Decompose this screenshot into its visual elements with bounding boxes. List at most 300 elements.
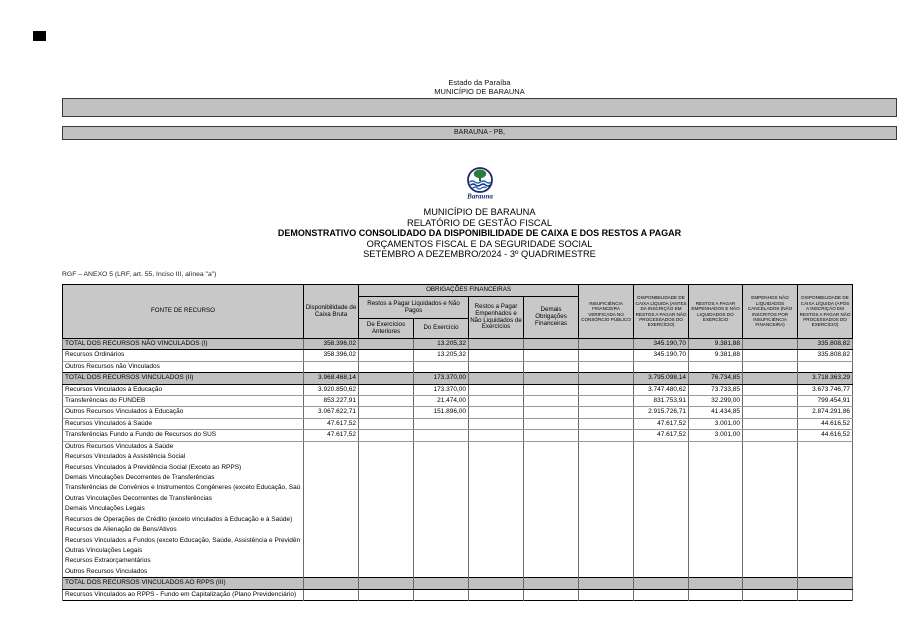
col-rp-empenhados-nao-liquidados: Restos a Pagar Empenhados e Não Liquidados de Exercícios [469,297,524,339]
value-cell [524,494,579,504]
value-cell [798,515,853,525]
row-label: Transferências Fundo a Fundo de Recursos do SUS [63,430,304,441]
value-cell [689,473,743,483]
value-cell [524,578,579,589]
value-cell [798,441,853,452]
value-cell [634,525,689,535]
value-cell: 3.920.850,62 [304,384,359,395]
value-cell [689,546,743,556]
municipality-line: MUNICÍPIO DE BARAUNA [434,87,525,96]
value-cell [743,483,798,493]
value-cell [579,483,634,493]
value-cell: 831.753,91 [634,396,689,407]
value-cell [689,494,743,504]
value-cell [414,525,469,535]
value-cell [634,463,689,473]
value-cell [743,384,798,395]
value-cell [798,567,853,578]
table-row [63,494,853,504]
total-row [63,373,853,384]
value-cell: 44.616,52 [798,418,853,429]
value-cell [304,452,359,462]
title-demonstrativo: DEMONSTRATIVO CONSOLIDADO DA DISPONIBILIDADE DE CAIXA E DOS RESTOS A PAGAR [277,228,682,239]
table-row [63,396,853,407]
value-cell [634,546,689,556]
row-label: Recursos de Operações de Crédito (exceto vinculados à Educação e à Saúde) [63,515,304,525]
value-cell [579,556,634,566]
col-fonte-recurso: FONTE DE RECURSO [63,285,304,339]
value-cell [524,536,579,546]
fiscal-table [62,284,853,601]
colgroup-obrigacoes-financeiras: OBRIGAÇÕES FINANCEIRAS [359,285,579,297]
value-cell [579,430,634,441]
value-cell [689,483,743,493]
value-cell [579,473,634,483]
value-cell [579,525,634,535]
value-cell [524,407,579,418]
value-cell [469,578,524,589]
row-label: Recursos Vinculados à Assistência Social [63,452,304,462]
value-cell: 44.616,52 [798,430,853,441]
value-cell [689,578,743,589]
value-cell [524,567,579,578]
value-cell: 799.454,91 [798,396,853,407]
title-period: SETEMBRO A DEZEMBRO/2024 - 3º QUADRIMESTRE [363,249,596,260]
value-cell [469,515,524,525]
value-cell [359,525,414,535]
value-cell [579,463,634,473]
value-cell [689,463,743,473]
state-line: Estado da Paraíba [448,78,511,87]
value-cell [743,504,798,514]
value-cell [579,578,634,589]
col-do-exercicio: Do Exercício [414,319,469,339]
value-cell: 3.067.622,71 [304,407,359,418]
row-label: Demais Vinculações Legais [63,504,304,514]
value-cell [743,350,798,361]
value-cell [579,339,634,350]
value-cell [359,396,414,407]
value-cell [743,567,798,578]
value-cell [634,452,689,462]
value-cell [743,525,798,535]
value-cell [469,589,524,600]
value-cell: 47.617,52 [304,418,359,429]
value-cell [689,361,743,372]
value-cell [469,567,524,578]
value-cell [359,452,414,462]
table-row [63,452,853,462]
value-cell [304,361,359,372]
value-cell [798,452,853,462]
value-cell [469,473,524,483]
value-cell: 2.874.291,86 [798,407,853,418]
value-cell [469,384,524,395]
value-cell [304,494,359,504]
row-label: Recursos de Alienação de Bens/Ativos [63,525,304,535]
value-cell [524,373,579,384]
value-cell [579,515,634,525]
value-cell [469,494,524,504]
value-cell [798,494,853,504]
value-cell [579,504,634,514]
row-label: Outras Vinculações Legais [63,546,304,556]
row-label: Recursos Vinculados à Previdência Social (Exceto ao RPPS) [63,463,304,473]
value-cell [359,504,414,514]
table-row [63,515,853,525]
value-cell [689,441,743,452]
row-label: Outras Vinculações Decorrentes de Transferências [63,494,304,504]
corner-mark [33,31,46,41]
table-row [63,483,853,493]
value-cell [798,556,853,566]
value-cell [743,430,798,441]
value-cell: 345.190,70 [634,350,689,361]
value-cell [469,452,524,462]
value-cell: 3.718.363,29 [798,373,853,384]
city-bar [62,126,897,140]
value-cell [798,361,853,372]
value-cell [743,589,798,600]
value-cell: 358.396,02 [304,350,359,361]
value-cell: 853.227,91 [304,396,359,407]
value-cell [304,515,359,525]
value-cell [524,525,579,535]
value-cell [469,350,524,361]
value-cell [798,546,853,556]
value-cell [743,418,798,429]
value-cell [798,578,853,589]
value-cell [579,396,634,407]
value-cell [469,504,524,514]
value-cell [469,536,524,546]
row-label: Outros Recursos Vinculados à Educação [63,407,304,418]
value-cell [414,546,469,556]
value-cell [359,384,414,395]
value-cell [304,589,359,600]
value-cell [579,407,634,418]
row-label: TOTAL DOS RECURSOS VINCULADOS (II) [63,373,304,384]
value-cell [743,536,798,546]
row-label: Transferências de Convênios e Instrumentos Congêneres (exceto Educação, Saú [63,483,304,493]
col-dcl-antes: DISPONIBILIDADE DE CAIXA LÍQUIDA (ANTES DA INSCRIÇÃO EM RESTOS A PAGAR NÃO PROCESSADOS DO EXERCÍCIO) [634,285,689,339]
value-cell: 3.673.746,77 [798,384,853,395]
value-cell [798,463,853,473]
value-cell [469,373,524,384]
value-cell [579,350,634,361]
value-cell [634,361,689,372]
col-dcl-apos: DISPONIBILIDADE DE CAIXA LÍQUIDA (APÓS A INSCRIÇÃO EM RESTOS A PAGAR NÃO PROCESSADOS DO EXERCÍCIO) [798,285,853,339]
table-row [63,556,853,566]
value-cell [359,567,414,578]
value-cell [579,494,634,504]
table-row [63,441,853,452]
value-cell [304,441,359,452]
value-cell [359,430,414,441]
table-row [63,546,853,556]
value-cell: 73.733,85 [689,384,743,395]
value-cell: 47.617,52 [634,418,689,429]
col-insuficiencia-financeira: INSUFICIÊNCIA FINANCEIRA VERIFICADA NO CONSÓRCIO PÚBLICO [579,285,634,339]
value-cell [359,483,414,493]
total-row [63,578,853,589]
value-cell: 3.795.098,14 [634,373,689,384]
value-cell [524,452,579,462]
value-cell [689,452,743,462]
table-row [63,504,853,514]
value-cell [304,578,359,589]
table-row [63,430,853,441]
value-cell [743,494,798,504]
col-empenhos-cancelados: EMPENHOS NÃO LIQUIDADOS CANCELADOS (NÃO INSCRITOS POR INSUFICIÊNCIA FINANCEIRA) [743,285,798,339]
value-cell [634,578,689,589]
table-row [63,463,853,473]
value-cell [634,473,689,483]
table-body [63,339,853,601]
value-cell [414,430,469,441]
value-cell [359,339,414,350]
row-label: TOTAL DOS RECURSOS NÃO VINCULADOS (I) [63,339,304,350]
row-label: Outros Recursos não Vinculados [63,361,304,372]
value-cell [469,546,524,556]
col-rp-empenhados-exercicio: RESTOS A PAGAR EMPENHADOS E NÃO LIQUIDADOS DO EXERCÍCIO [689,285,743,339]
value-cell: 21.474,00 [414,396,469,407]
value-cell [634,536,689,546]
value-cell [689,567,743,578]
value-cell [469,441,524,452]
title-report: RELATÓRIO DE GESTÃO FISCAL [407,217,552,228]
value-cell [414,504,469,514]
value-cell [469,463,524,473]
table-row [63,567,853,578]
col-exercicios-anteriores: De Exercícios Anteriores [359,319,414,339]
title-orcamentos: ORÇAMENTOS FISCAL E DA SEGURIDADE SOCIAL [366,238,593,249]
value-cell [579,384,634,395]
row-label: Recursos Ordinários [63,350,304,361]
value-cell [359,536,414,546]
logo-wrap [62,167,897,206]
value-cell [743,463,798,473]
logo-caption: Barauna [466,192,493,201]
value-cell [743,578,798,589]
value-cell [469,556,524,566]
value-cell: 3.001,00 [689,430,743,441]
value-cell [359,463,414,473]
value-cell [304,473,359,483]
value-cell [304,463,359,473]
value-cell [414,494,469,504]
annex-note: RGF – ANEXO 5 (LRF, art. 55, Inciso III, alínea "a") [62,271,217,278]
value-cell [579,589,634,600]
value-cell [359,361,414,372]
table-row [63,536,853,546]
value-cell [524,441,579,452]
value-cell [634,441,689,452]
value-cell [524,483,579,493]
value-cell [414,578,469,589]
value-cell [524,473,579,483]
value-cell [469,525,524,535]
value-cell [359,407,414,418]
row-label: Recursos Vinculados a Fundos (exceto Educação, Saúde, Assistência e Previdên [63,536,304,546]
value-cell [689,556,743,566]
value-cell [359,418,414,429]
value-cell [689,525,743,535]
value-cell: 13.205,32 [414,339,469,350]
value-cell [743,473,798,483]
value-cell [304,546,359,556]
value-cell [579,546,634,556]
value-cell: 41.434,85 [689,407,743,418]
value-cell [524,430,579,441]
value-cell [469,339,524,350]
value-cell [414,441,469,452]
value-cell: 76.734,85 [689,373,743,384]
value-cell [798,473,853,483]
table-row [63,350,853,361]
value-cell [798,525,853,535]
value-cell [524,546,579,556]
value-cell [689,536,743,546]
value-cell: 358.396,02 [304,339,359,350]
value-cell [414,473,469,483]
value-cell [524,339,579,350]
value-cell [524,504,579,514]
value-cell [414,483,469,493]
municipality-logo-icon [462,167,498,201]
value-cell: 47.617,52 [304,430,359,441]
title-municipality: MUNICÍPIO DE BARAUNA [423,207,536,217]
value-cell [743,441,798,452]
value-cell: 13.205,32 [414,350,469,361]
value-cell: 3.968.468,14 [304,373,359,384]
value-cell [634,515,689,525]
value-cell [359,578,414,589]
value-cell: 3.001,00 [689,418,743,429]
value-cell [359,473,414,483]
value-cell [359,441,414,452]
value-cell: 9.381,88 [689,350,743,361]
table-row [63,418,853,429]
value-cell [469,407,524,418]
row-label: Outros Recursos Vinculados à Saúde [63,441,304,452]
value-cell [689,589,743,600]
table-row [63,525,853,535]
value-cell [304,525,359,535]
value-cell [469,418,524,429]
value-cell [689,515,743,525]
value-cell [634,556,689,566]
value-cell [414,418,469,429]
value-cell: 3.747.480,62 [634,384,689,395]
value-cell [414,589,469,600]
table-row [63,473,853,483]
row-label: Outros Recursos Vinculados [63,567,304,578]
value-cell [359,556,414,566]
value-cell [743,515,798,525]
value-cell [304,483,359,493]
row-label: Transferências do FUNDEB [63,396,304,407]
total-row [63,339,853,350]
table-header [63,285,853,339]
value-cell [579,452,634,462]
value-cell: 335.808,82 [798,350,853,361]
value-cell [743,339,798,350]
value-cell: 2.915.726,71 [634,407,689,418]
value-cell [414,536,469,546]
table-row [63,384,853,395]
col-demais-obrigacoes: Demais Obrigações Financeiras [524,297,579,339]
value-cell [469,483,524,493]
value-cell [304,567,359,578]
value-cell [743,556,798,566]
table-row [63,361,853,372]
value-cell: 47.617,52 [634,430,689,441]
value-cell [579,373,634,384]
value-cell [359,589,414,600]
value-cell [743,407,798,418]
value-cell [743,396,798,407]
value-cell [634,504,689,514]
value-cell [359,546,414,556]
value-cell [359,350,414,361]
title-block [62,207,897,260]
value-cell [524,515,579,525]
value-cell [634,483,689,493]
value-cell: 151.896,00 [414,407,469,418]
value-cell [524,463,579,473]
value-cell [359,515,414,525]
value-cell [524,418,579,429]
value-cell [524,589,579,600]
value-cell [524,556,579,566]
value-cell [304,556,359,566]
value-cell [359,373,414,384]
value-cell: 335.808,82 [798,339,853,350]
value-cell [469,396,524,407]
value-cell [579,418,634,429]
value-cell [798,536,853,546]
value-cell: 32.299,00 [689,396,743,407]
value-cell [524,384,579,395]
value-cell [743,546,798,556]
value-cell [743,361,798,372]
value-cell [579,361,634,372]
value-cell: 9.381,88 [689,339,743,350]
value-cell [414,361,469,372]
value-cell: 173.370,00 [414,384,469,395]
value-cell [414,463,469,473]
row-label: Recursos Vinculados à Educação [63,384,304,395]
value-cell [359,494,414,504]
state-header [62,78,897,96]
value-cell [689,504,743,514]
city-bar-text: BARAUNA - PB, [454,129,505,136]
value-cell [414,556,469,566]
value-cell [634,494,689,504]
value-cell [414,515,469,525]
value-cell [579,536,634,546]
value-cell [798,589,853,600]
value-cell [743,373,798,384]
value-cell: 173.370,00 [414,373,469,384]
value-cell [634,589,689,600]
table-row [63,407,853,418]
value-cell [524,396,579,407]
row-label: Demais Vinculações Decorrentes de Transferências [63,473,304,483]
header-bar-empty [62,98,897,117]
value-cell [469,430,524,441]
